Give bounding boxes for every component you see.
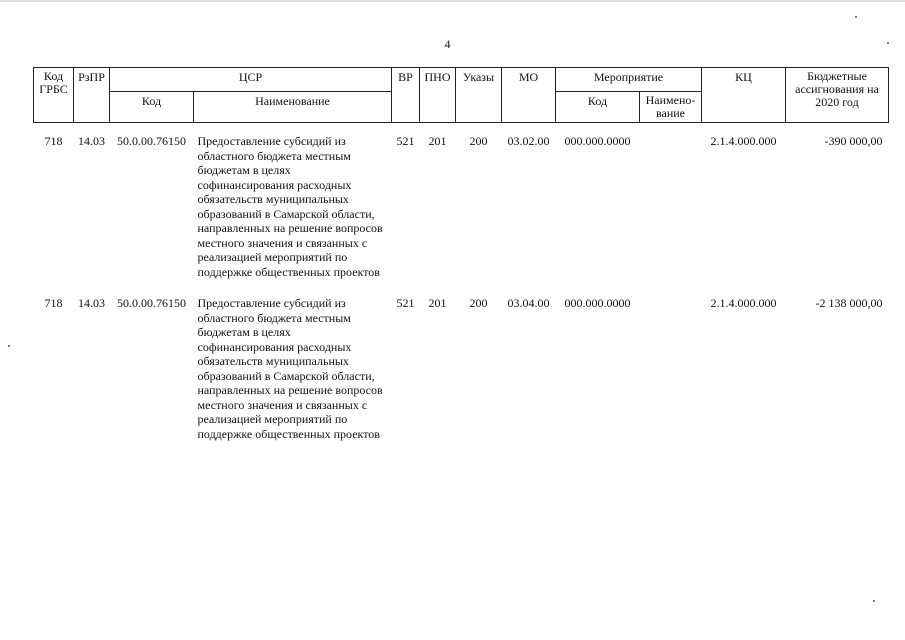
scan-speck bbox=[873, 600, 875, 602]
scan-speck bbox=[887, 42, 889, 44]
table-row bbox=[34, 293, 889, 441]
table-header bbox=[34, 68, 889, 123]
cell-mo: 03.02.00 bbox=[507, 134, 550, 148]
scan-top-edge bbox=[0, 0, 905, 2]
cell-grbs: 718 bbox=[44, 134, 63, 148]
header-rzpr: РзПР bbox=[74, 68, 110, 123]
header-kod-grbs: Код ГРБС bbox=[34, 68, 74, 123]
page-number: 4 bbox=[444, 37, 451, 51]
header-mer-name: Наимено-вание bbox=[640, 92, 702, 123]
header-ukazy: Указы bbox=[456, 68, 502, 123]
header-mo: МО bbox=[502, 68, 556, 123]
cell-grbs: 718 bbox=[44, 296, 63, 310]
header-vr: ВР bbox=[392, 68, 420, 123]
cell-mo: 03.04.00 bbox=[507, 296, 550, 310]
scan-speck bbox=[855, 16, 857, 18]
cell-pno: 201 bbox=[428, 134, 447, 148]
table-row bbox=[34, 131, 889, 279]
cell-amount: -2 138 000,00 bbox=[815, 296, 883, 310]
scan-speck bbox=[8, 345, 10, 347]
header-csr-name: Наименование bbox=[194, 92, 392, 123]
header-pno: ПНО bbox=[420, 68, 456, 123]
cell-mer-code: 000.000.0000 bbox=[564, 296, 631, 310]
cell-mer-code: 000.000.0000 bbox=[564, 134, 631, 148]
cell-vr: 521 bbox=[396, 296, 415, 310]
cell-kc: 2.1.4.000.000 bbox=[710, 296, 777, 310]
cell-ukazy: 200 bbox=[469, 134, 488, 148]
header-kc: КЦ bbox=[702, 68, 786, 123]
cell-amount: -390 000,00 bbox=[824, 134, 883, 148]
cell-mer-name bbox=[640, 131, 702, 279]
header-csr-kod: Код bbox=[110, 92, 194, 123]
table-body bbox=[34, 123, 889, 442]
cell-mer-name bbox=[640, 293, 702, 441]
cell-rzpr: 14.03 bbox=[78, 134, 105, 148]
cell-pno: 201 bbox=[428, 296, 447, 310]
cell-name: Предоставление субсидий из областного бюджета местным бюджетам в целях софинансирования расходных обязательств муниципальных образований в Самарской области, направленных на решение вопросов местного значения и связанных с реализацией мероприятий по поддержке общественных проектов bbox=[197, 296, 383, 441]
cell-kc: 2.1.4.000.000 bbox=[710, 134, 777, 148]
cell-csr-code: 50.0.00.76150 bbox=[117, 134, 186, 148]
cell-name: Предоставление субсидий из областного бюджета местным бюджетам в целях софинансирования расходных обязательств муниципальных образований в Самарской области, направленных на решение вопросов местного значения и связанных с реализацией мероприятий по поддержке общественных проектов bbox=[197, 134, 383, 279]
header-csr: ЦСР bbox=[110, 68, 392, 92]
cell-ukazy: 200 bbox=[469, 296, 488, 310]
budget-table bbox=[33, 67, 889, 441]
cell-rzpr: 14.03 bbox=[78, 296, 105, 310]
cell-csr-code: 50.0.00.76150 bbox=[117, 296, 186, 310]
header-mer-kod: Код bbox=[556, 92, 640, 123]
header-meropriyatie: Мероприятие bbox=[556, 68, 702, 92]
header-budget: Бюджетные ассигнования на 2020 год bbox=[786, 68, 889, 123]
cell-vr: 521 bbox=[396, 134, 415, 148]
